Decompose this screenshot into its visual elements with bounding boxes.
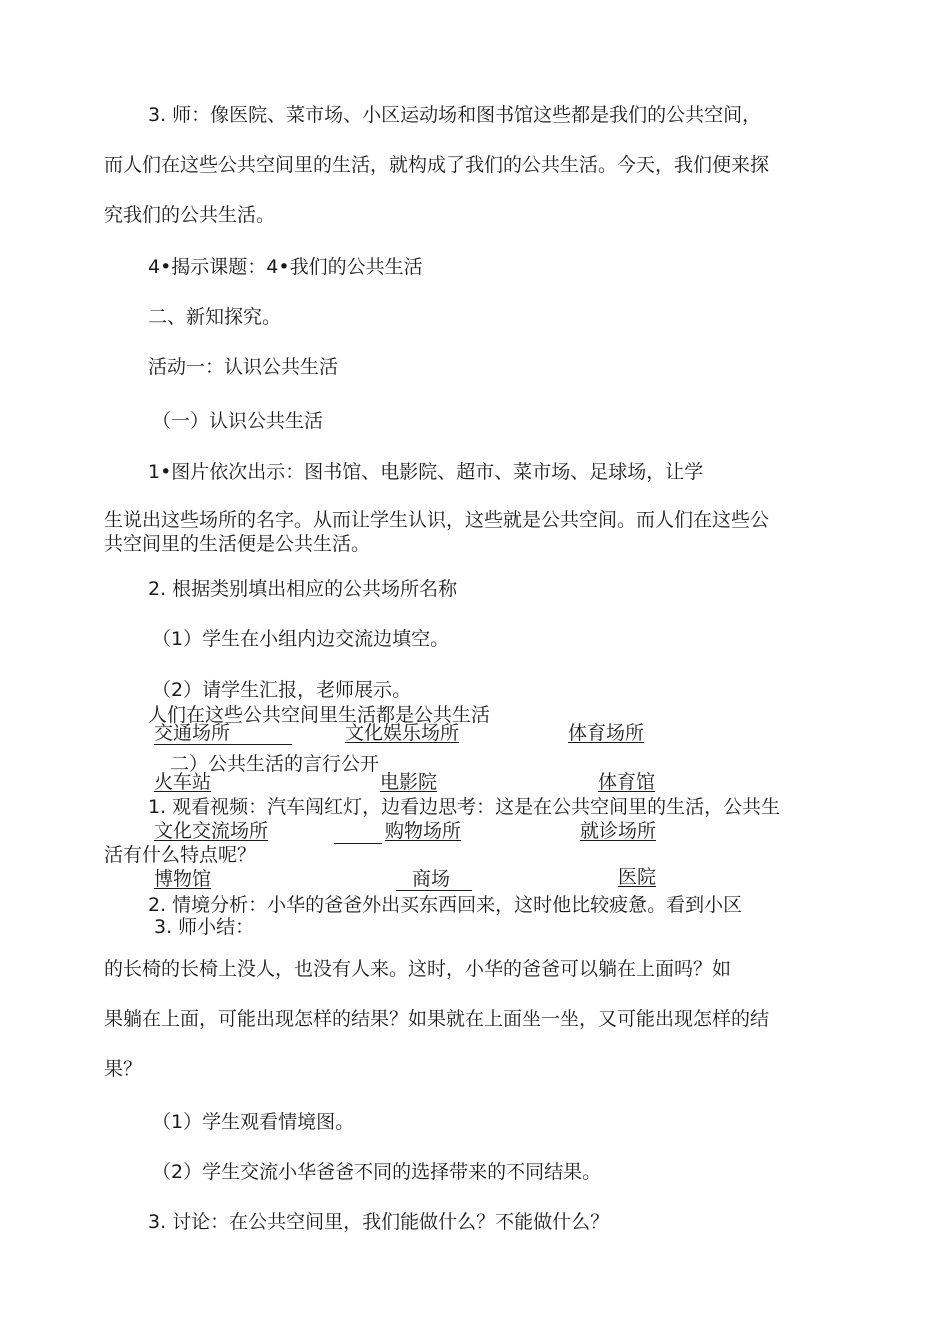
table-cell-museum: 博物馆 [154, 868, 212, 890]
paragraph-3-line-3: 究我们的公共生活。 [104, 204, 276, 226]
table-header-transport: 交通场所 [154, 722, 231, 744]
table-header-transport-underline [154, 744, 292, 745]
paragraph-3-line-2: 而人们在这些公共空间里的生活，就构成了我们的公共生活。今天，我们便来探 [104, 154, 770, 176]
scenario-line-4: 果？ [104, 1058, 143, 1080]
table-cell-mall-underline [396, 890, 472, 891]
table-cell-gymnasium: 体育馆 [598, 771, 656, 793]
table-header-sports: 体育场所 [568, 722, 645, 744]
item-1-line-3: 共空间里的生活便是公共生活。 [104, 533, 371, 555]
video-item-line-1: 1. 观看视频：汽车闯红灯，边看边思考：这是在公共空间里的生活，公共生 [148, 796, 781, 818]
sub-heading-2: 二）公共生活的言行公开 [170, 753, 380, 775]
section-heading-2: 二、新知探究。 [148, 306, 282, 328]
table-header-entertainment: 文化娱乐场所 [345, 722, 460, 744]
item-2-sub-2: （2）请学生汇报，老师展示。 [152, 679, 412, 701]
teacher-summary: 3. 师小结： [154, 916, 255, 938]
table-header-medical: 就诊场所 [580, 820, 657, 842]
item-1-line-1: 1•图片依次出示：图书馆、电影院、超市、菜市场、足球场，让学 [148, 461, 704, 483]
table-cell-mall: 商场 [412, 868, 451, 890]
table-cell-hospital: 医院 [618, 866, 657, 888]
table-cell-train-station: 火车站 [154, 771, 212, 793]
scenario-sub-1: （1）学生观看情境图。 [152, 1111, 355, 1133]
table-header-shopping-leading-line [334, 843, 382, 844]
item-2: 2. 根据类别填出相应的公共场所名称 [148, 578, 458, 600]
table-cell-cinema: 电影院 [380, 771, 438, 793]
table-header-shopping: 购物场所 [385, 820, 462, 842]
scenario-line-3: 果躺在上面，可能出现怎样的结果？如果就在上面坐一坐，又可能出现怎样的结 [104, 1008, 770, 1030]
table-header-culture-exchange: 文化交流场所 [154, 820, 269, 842]
video-item-line-2: 活有什么特点呢？ [104, 844, 257, 866]
paragraph-4-topic: 4•揭示课题：4•我们的公共生活 [148, 256, 423, 278]
activity-heading: 活动一：认识公共生活 [148, 356, 339, 378]
sub-heading-1: （一）认识公共生活 [152, 410, 324, 432]
item-2-sub-1: （1）学生在小组内边交流边填空。 [152, 628, 450, 650]
paragraph-3-line-1: 3. 师：像医院、菜市场、小区运动场和图书馆这些都是我们的公共空间， [148, 104, 762, 126]
overlap-summary-text: 人们在这些公共空间里生活都是公共生活 [148, 704, 491, 726]
scenario-sub-2: （2）学生交流小华爸爸不同的选择带来的不同结果。 [152, 1161, 602, 1183]
scenario-line-1: 2. 情境分析：小华的爸爸外出买东西回来，这时他比较疲惫。看到小区 [148, 894, 743, 916]
discussion-item: 3. 讨论：在公共空间里，我们能做什么？不能做什么？ [148, 1211, 610, 1233]
scenario-line-2: 的长椅的长椅上没人，也没有人来。这时，小华的爸爸可以躺在上面吗？如 [104, 958, 732, 980]
item-1-line-2: 生说出这些场所的名字。从而让学生认识，这些就是公共空间。而人们在这些公 [104, 509, 770, 531]
